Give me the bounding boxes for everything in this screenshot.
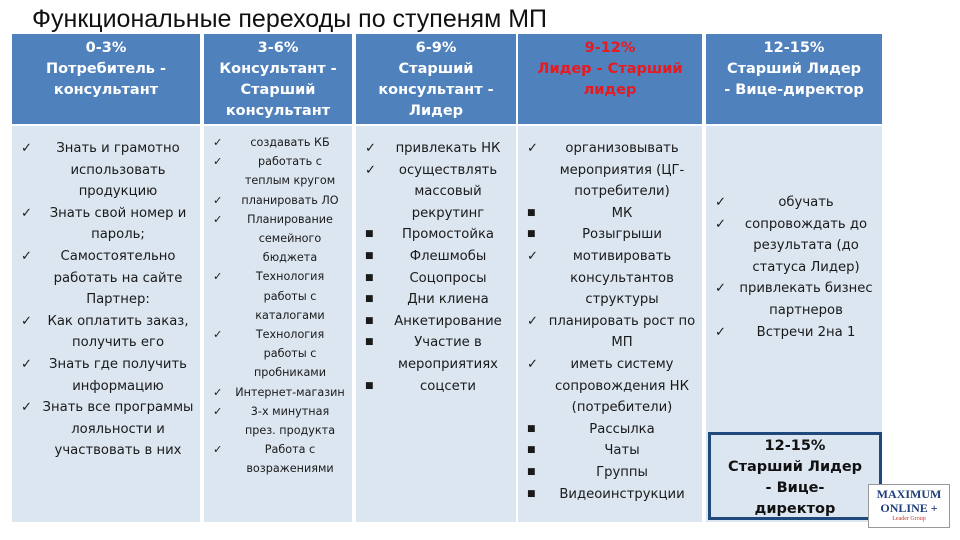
list-item — [210, 210, 346, 268]
list-item-text: Розыгрыши — [582, 227, 662, 243]
list-item — [18, 397, 194, 462]
list-item-text: Видеоинструкции — [559, 486, 685, 502]
square-bullet-icon: ■ — [527, 488, 536, 499]
list-item-text: Интернет-магазин — [235, 385, 345, 399]
logo-line-2: ONLINE + — [880, 501, 938, 515]
checkmark-icon: ✓ — [213, 404, 223, 418]
checkmark-icon: ✓ — [527, 356, 539, 372]
column-6-9 — [356, 34, 516, 522]
checkmark-icon: ✓ — [21, 141, 33, 156]
column-body — [204, 126, 352, 522]
highlight-box-text: 12-15% Старший Лидер - Вице- директор — [727, 438, 863, 517]
list-item — [18, 354, 194, 397]
list-item-text: Планирование семейного бюджета — [247, 212, 333, 265]
checkmark-icon: ✓ — [527, 313, 539, 329]
list-item-text: осуществлять массовый рекрутинг — [398, 162, 498, 221]
column-header — [706, 34, 882, 124]
checkmark-icon: ✓ — [715, 324, 727, 340]
checkmark-icon: ✓ — [21, 313, 33, 329]
logo-line-1: MAXIMUM — [876, 487, 942, 501]
checkmark-icon: ✓ — [21, 205, 33, 221]
list-item-text: планировать рост по МП — [548, 313, 696, 351]
list-item-text: организовывать мероприятия (ЦГ-потребители) — [559, 141, 685, 200]
list-item — [210, 383, 346, 402]
list-item — [362, 268, 510, 290]
item-list — [204, 126, 352, 479]
list-item — [712, 192, 876, 214]
list-item-text: работать с теплым кругом — [244, 155, 336, 188]
square-bullet-icon: ■ — [527, 466, 536, 477]
list-item-text: привлекать НК — [395, 141, 501, 156]
list-item-text: Как оплатить заказ, получить его — [47, 313, 189, 351]
list-item-text: Знать все программы лояльности и участвовать в них — [42, 400, 194, 459]
list-item — [210, 152, 346, 190]
list-item — [362, 224, 510, 246]
square-bullet-icon: ■ — [527, 229, 536, 240]
list-item-text: мотивировать консультантов структуры — [570, 248, 674, 308]
square-bullet-icon: ■ — [365, 229, 374, 240]
list-item-text: Чаты — [604, 443, 640, 459]
list-item — [362, 246, 510, 268]
column-header — [204, 34, 352, 124]
checkmark-icon: ✓ — [213, 443, 223, 457]
list-item — [524, 462, 696, 484]
maximum-online-logo — [868, 484, 950, 528]
checkmark-icon: ✓ — [527, 248, 539, 264]
checkmark-icon: ✓ — [213, 155, 223, 169]
list-item — [524, 354, 696, 419]
checkmark-icon: ✓ — [213, 328, 223, 342]
list-item — [524, 311, 696, 354]
checkmark-icon: ✓ — [715, 216, 727, 232]
column-0-3 — [12, 34, 200, 522]
list-item — [524, 246, 696, 311]
list-item-text: Соцопросы — [409, 270, 487, 286]
column-header — [518, 34, 702, 124]
list-item-text: соцсети — [420, 378, 476, 394]
checkmark-icon: ✓ — [365, 162, 377, 178]
list-item-text: 3-х минутная през. продукта — [244, 404, 336, 438]
list-item-text: привлекать бизнес партнеров — [739, 281, 873, 318]
list-item — [524, 440, 696, 462]
list-item-text: МК — [611, 205, 633, 221]
item-list — [518, 126, 702, 505]
list-item — [210, 267, 346, 325]
square-bullet-icon: ■ — [365, 250, 374, 261]
list-item-text: создавать КБ — [250, 136, 330, 149]
column-header-text: 3-6% Консультант - Старший консультант — [219, 40, 337, 119]
list-item-text: иметь систему сопровождения НК (потребители) — [555, 356, 689, 416]
column-body — [518, 126, 702, 522]
list-item — [210, 402, 346, 440]
list-item — [18, 203, 194, 246]
list-item-text: Группы — [596, 464, 648, 480]
checkmark-icon: ✓ — [527, 141, 539, 156]
list-item-text: Технология работы с каталогами — [255, 270, 325, 322]
logo-line-3: Leader Group — [892, 516, 926, 522]
list-item-text: Дни клиена — [407, 292, 489, 308]
list-item-text: Встречи 2на 1 — [756, 324, 856, 340]
square-bullet-icon: ■ — [365, 294, 374, 305]
checkmark-icon: ✓ — [213, 212, 223, 226]
list-item — [18, 138, 194, 203]
square-bullet-icon: ■ — [527, 445, 536, 456]
list-item — [712, 214, 876, 279]
list-item — [712, 322, 876, 344]
column-header-text: 12-15% Старший Лидер - Вице-директор — [724, 40, 864, 98]
item-list — [356, 126, 516, 397]
checkmark-icon: ✓ — [21, 356, 33, 372]
column-header-text: 6-9% Старший консультант - Лидер — [378, 40, 494, 119]
list-item — [712, 278, 876, 321]
list-item-text: Технология работы с пробниками — [253, 328, 327, 380]
square-bullet-icon: ■ — [365, 272, 374, 283]
list-item — [524, 419, 696, 441]
list-item — [524, 484, 696, 506]
list-item-text: Анкетирование — [394, 313, 502, 329]
square-bullet-icon: ■ — [365, 315, 374, 326]
list-item-text: Флешмобы — [409, 248, 487, 264]
list-item — [210, 440, 346, 478]
list-item — [210, 191, 346, 210]
square-bullet-icon: ■ — [365, 337, 374, 348]
column-3-6 — [204, 34, 352, 522]
checkmark-icon: ✓ — [213, 385, 223, 399]
column-header — [12, 34, 200, 124]
list-item — [210, 325, 346, 383]
page-title: Функциональные переходы по ступеням МП — [32, 5, 547, 33]
list-item-text: обучать — [778, 195, 834, 210]
checkmark-icon: ✓ — [21, 248, 33, 264]
list-item — [362, 332, 510, 375]
checkmark-icon: ✓ — [213, 193, 223, 207]
list-item-text: Знать и грамотно использовать продукцию — [56, 141, 180, 200]
list-item-text: Знать свой номер и пароль; — [49, 205, 187, 243]
square-bullet-icon: ■ — [365, 380, 374, 391]
list-item-text: Самостоятельно работать на сайте Партнер: — [53, 248, 183, 308]
checkmark-icon: ✓ — [213, 136, 223, 149]
checkmark-icon: ✓ — [21, 400, 33, 416]
list-item — [362, 289, 510, 311]
column-body — [12, 126, 200, 522]
list-item — [362, 376, 510, 398]
square-bullet-icon: ■ — [527, 423, 536, 434]
checkmark-icon: ✓ — [365, 141, 377, 156]
list-item-text: планировать ЛО — [241, 193, 339, 207]
list-item-text: Участие в мероприятиях — [398, 335, 498, 372]
list-item — [18, 311, 194, 354]
list-item-text: Знать где получить информацию — [49, 356, 187, 394]
column-header — [356, 34, 516, 124]
column-header-text: 0-3% Потребитель - консультант — [45, 40, 167, 98]
list-item — [524, 224, 696, 246]
column-9-12 — [518, 34, 702, 522]
list-item-text: Работа с возражениями — [246, 443, 334, 476]
list-item — [362, 160, 510, 225]
list-item-text: Промостойка — [402, 227, 494, 243]
list-item — [18, 246, 194, 311]
highlight-box — [708, 432, 882, 520]
list-item — [362, 138, 510, 160]
list-item — [210, 133, 346, 152]
list-item — [362, 311, 510, 333]
list-item — [524, 203, 696, 225]
checkmark-icon: ✓ — [213, 270, 223, 284]
column-header-text: 9-12% Лидер - Старший лидер — [537, 40, 683, 98]
item-list — [12, 126, 200, 462]
column-body — [356, 126, 516, 522]
list-item-text: сопровождать до результата (до статуса Лидер) — [744, 216, 868, 275]
item-list — [706, 126, 882, 343]
list-item — [524, 138, 696, 203]
square-bullet-icon: ■ — [527, 207, 536, 218]
list-item-text: Рассылка — [589, 421, 655, 437]
checkmark-icon: ✓ — [715, 281, 727, 297]
checkmark-icon: ✓ — [715, 195, 727, 210]
